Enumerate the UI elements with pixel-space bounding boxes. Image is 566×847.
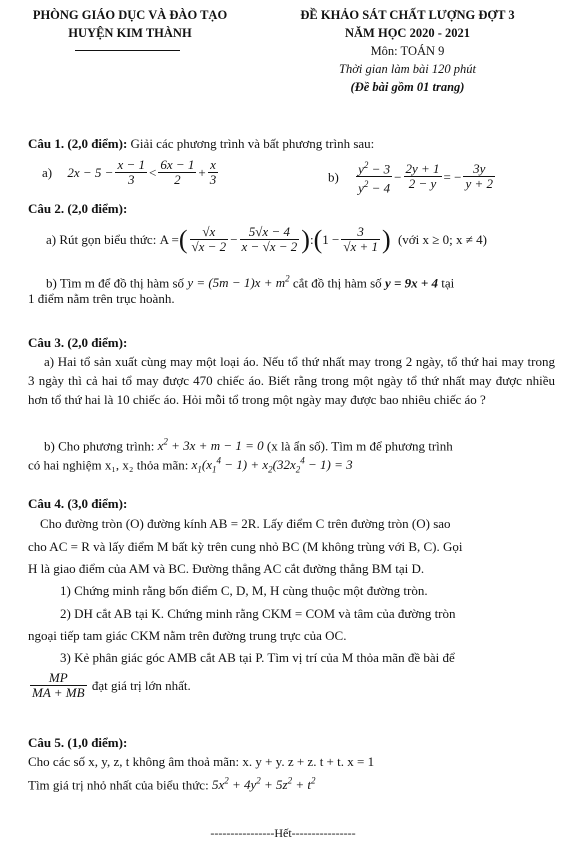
q2-part-a: a) Rút gọn biểu thức: A =( $\frac{√x}{√x - 2}$ − $\frac{5√x - 4}{x - √x - 2}$ ):(1 − $\frac{3}{√x + 1}$ ) (với x ≥ 0; x ≠ 4) <box>46 224 487 254</box>
q2-b-text3: tại <box>441 275 455 291</box>
department-line1: PHÒNG GIÁO DỤC VÀ ĐÀO TẠO <box>32 8 228 22</box>
q2-b-text4: 1 điểm nằm trên trục hoành. <box>28 291 175 306</box>
department-header <box>10 6 250 42</box>
frac: $\frac{2y + 1}{2 - y}$ <box>405 161 440 192</box>
q4-p3-end: đạt giá trị lớn nhất. <box>91 678 191 693</box>
exam-header <box>255 6 560 96</box>
q4-part2-cont: ngoại tiếp tam giác CKM nằm trên đường trung trực của OC. <box>28 628 347 643</box>
q2-b-text1: b) Tìm m để đồ thị hàm số <box>46 275 185 291</box>
q5-title: Câu 5. (1,0 điểm): <box>28 735 128 750</box>
department-line2: HUYỆN KIM THÀNH <box>68 26 192 40</box>
q4-part3: 3) Kẻ phân giác góc AMB cắt AB tại P. Tìm vị trí của M thỏa mãn đề bài để <box>60 650 455 665</box>
frac: $\frac{3}{√x + 1}$ <box>343 224 379 254</box>
q4-title: Câu 4. (3,0 điểm): <box>28 496 128 511</box>
q1-intro: Giải các phương trình và bất phương trình sau: <box>130 136 375 151</box>
time-limit: Thời gian làm bài 120 phút <box>339 62 476 76</box>
q3-b-text2: (x là ẩn số). Tìm m để phương trình <box>266 438 453 454</box>
frac: $\frac{x - 1}{3}$ <box>117 157 145 187</box>
q3-part-b: b) Cho phương trình: $x^2 + 3x + m - 1 = 0$ (x là ẩn số). Tìm m để phương trình <box>44 437 453 454</box>
school-year: NĂM HỌC 2020 - 2021 <box>345 26 470 40</box>
q4-part1: 1) Chứng minh rằng bốn điểm C, D, M, H cùng thuộc một đường tròn. <box>60 583 428 598</box>
question-1 <box>28 134 548 153</box>
subject: Môn: TOÁN 9 <box>370 44 445 58</box>
page-count: (Đề bài gồm 01 trang) <box>350 80 465 94</box>
frac: $\frac{6x - 1}{2}$ <box>160 157 195 187</box>
frac: $\frac{MP}{MA + MB}$ <box>32 670 85 700</box>
q4-part2: 2) DH cắt AB tại K. Chứng minh rằng CKM = COM và tâm của đường tròn <box>60 606 456 621</box>
q1-title: Câu 1. (2,0 điểm): <box>28 136 128 151</box>
q2-b-text2: cắt đồ thị hàm số <box>292 275 382 291</box>
q5-line2-wrap: Tìm giá trị nhỏ nhất của biểu thức: $5x^2 + 4y^2 + 5z^2 + t^2$ <box>28 776 316 793</box>
q4-intro1: Cho đường tròn (O) đường kính AB = 2R. Lấy điểm C trên đường tròn (O) sao <box>40 516 451 531</box>
q1-b-label: b) <box>328 169 339 185</box>
q3-title: Câu 3. (2,0 điểm): <box>28 335 128 350</box>
q1-a-label: a) <box>42 165 53 180</box>
q4-intro2: cho AC = R và lấy điểm M bất kỳ trên cung nhỏ BC (M không trùng với B, C). Gọi <box>28 539 463 554</box>
q5-line2: Tìm giá trị nhỏ nhất của biểu thức: <box>28 777 209 793</box>
q2-a-condition: (với x ≥ 0; x ≠ 4) <box>397 232 487 247</box>
frac: $\frac{3y}{y + 2}$ <box>465 161 494 192</box>
q3-part-b-cont: có hai nghiệm x₁, x₂ thỏa mãn: $x_1(x_1^4 - 1) + x_2(32x_2^4 - 1) = 3$ <box>28 456 353 475</box>
q1-part-a: a) 2x − 5 − $\frac{x - 1}{3}$ < $\frac{6x - 1}{2}$ + $\frac{x}{3}$ <box>42 157 217 187</box>
exam-title: ĐỀ KHẢO SÁT CHẤT LƯỢNG ĐỢT 3 <box>300 8 515 22</box>
q4-part3-cont <box>28 671 328 707</box>
header-divider <box>75 50 180 51</box>
q1-part-b: b) $\frac{y^2 - 3}{y^2 - 4}$ − $\frac{2y + 1}{2 - y}$ = − $\frac{3y}{y + 2}$ <box>328 160 494 196</box>
end-marker: ----------------Hết---------------- <box>210 826 356 840</box>
q2-title: Câu 2. (2,0 điểm): <box>28 201 128 216</box>
q1-a-equation: 2x − 5 − <box>67 165 114 180</box>
q3-part-a: a) Hai tổ sản xuất cùng may một loại áo. Nếu tổ thứ nhất may trong 2 ngày, tổ thứ hai may trong 3 ngày thì cả hai tổ may được 470 chiếc áo. Biết rằng trong một ngày tổ thứ nhất may được nhiều hơn tổ thứ hai là 10 chiếc áo. Hỏi mỗi tổ trong một ngày may được bao nhiêu chiếc áo ? <box>28 354 555 407</box>
frac: $\frac{5√x - 4}{x - √x - 2}$ <box>241 224 298 254</box>
frac: $\frac{y^2 - 3}{y^2 - 4}$ <box>358 160 391 196</box>
q3-b-text3: có hai nghiệm x₁, x₂ thỏa mãn: <box>28 457 189 473</box>
q4-intro3: H là giao điểm của AM và BC. Đường thẳng AC cắt đường thẳng BM tại D. <box>28 561 425 576</box>
q2-a-text: a) Rút gọn biểu thức: <box>46 232 157 247</box>
frac: $\frac{x}{3}$ <box>209 157 217 187</box>
frac: $\frac{√x}{√x - 2}$ <box>191 224 227 254</box>
q5-line1: Cho các số x, y, z, t không âm thoả mãn: x. y + y. z + z. t + t. x = 1 <box>28 754 375 769</box>
q3-b-text1: b) Cho phương trình: <box>44 438 155 454</box>
q2-part-b: b) Tìm m để đồ thị hàm số $y = (5m - 1)x + m^2$ cắt đồ thị hàm số y = 9x + 4 tại <box>46 274 455 291</box>
